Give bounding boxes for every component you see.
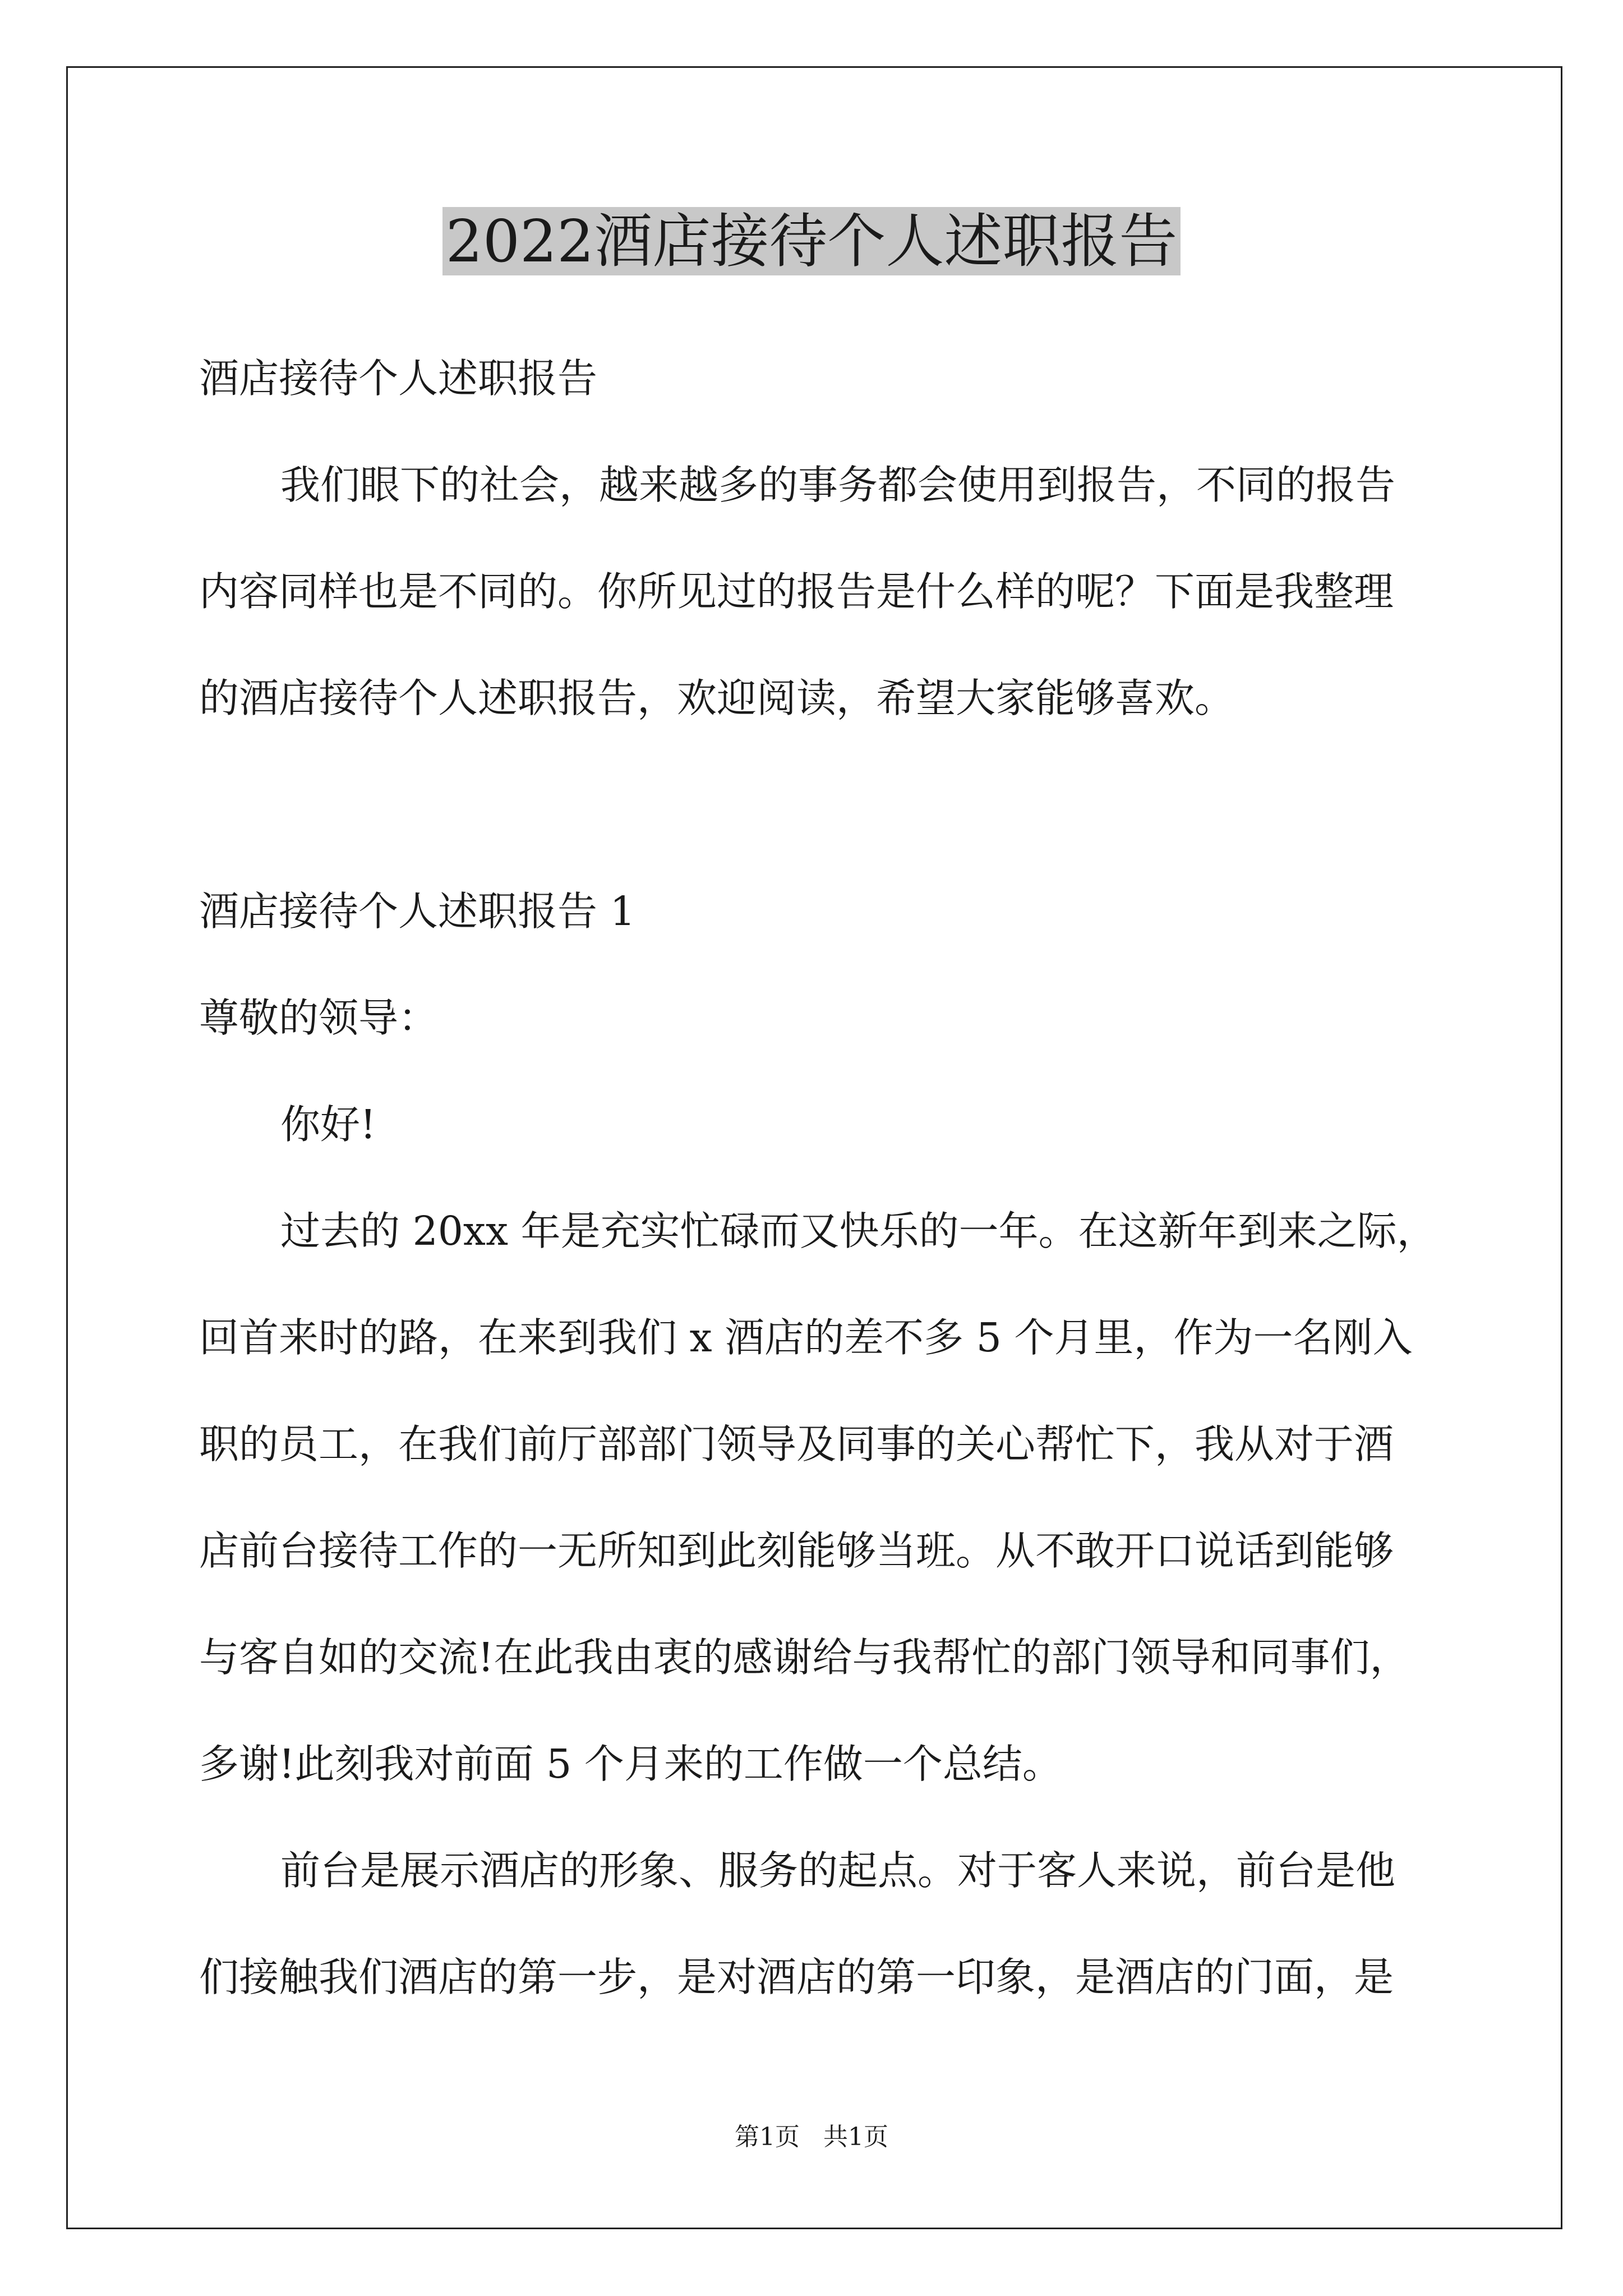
document-title xyxy=(0,199,1623,283)
page-footer: 第1页 共1页 xyxy=(735,2123,888,2151)
body-line: 过去的 20xx 年是充实忙碌而又快乐的一年。在这新年到来之际， xyxy=(280,1208,1437,1254)
subtitle-line: 酒店接待个人述职报告 xyxy=(199,355,598,402)
body-line: 前台是展示酒店的形象、服务的起点。对于客人来说，前台是他 xyxy=(280,1847,1396,1894)
body-line: 回首来时的路，在来到我们 x 酒店的差不多 5 个月里，作为一名刚入 xyxy=(199,1314,1413,1361)
body-line: 职的员工，在我们前厅部部门领导及同事的关心帮忙下，我从对于酒 xyxy=(199,1421,1394,1467)
body-line: 与客自如的交流!在此我由衷的感谢给与我帮忙的部门领导和同事们， xyxy=(199,1634,1410,1681)
document-title-text: 2022酒店接待个人述职报告 xyxy=(442,207,1181,275)
body-line: 我们眼下的社会，越来越多的事务都会使用到报告，不同的报告 xyxy=(280,462,1396,508)
body-line: 们接触我们酒店的第一步，是对酒店的第一印象，是酒店的门面，是 xyxy=(199,1954,1394,2000)
body-line: 店前台接待工作的一无所知到此刻能够当班。从不敢开口说话到能够 xyxy=(199,1527,1394,1574)
body-line: 内容同样也是不同的。你所见过的报告是什么样的呢？下面是我整理 xyxy=(199,568,1394,615)
salutation-line: 尊敬的领导： xyxy=(199,995,439,1041)
section-heading: 酒店接待个人述职报告 1 xyxy=(199,888,635,935)
body-line: 的酒店接待个人述职报告，欢迎阅读，希望大家能够喜欢。 xyxy=(199,675,1235,721)
greeting-line: 你好! xyxy=(280,1101,376,1148)
body-line: 多谢!此刻我对前面 5 个月来的工作做一个总结。 xyxy=(199,1741,1062,1787)
